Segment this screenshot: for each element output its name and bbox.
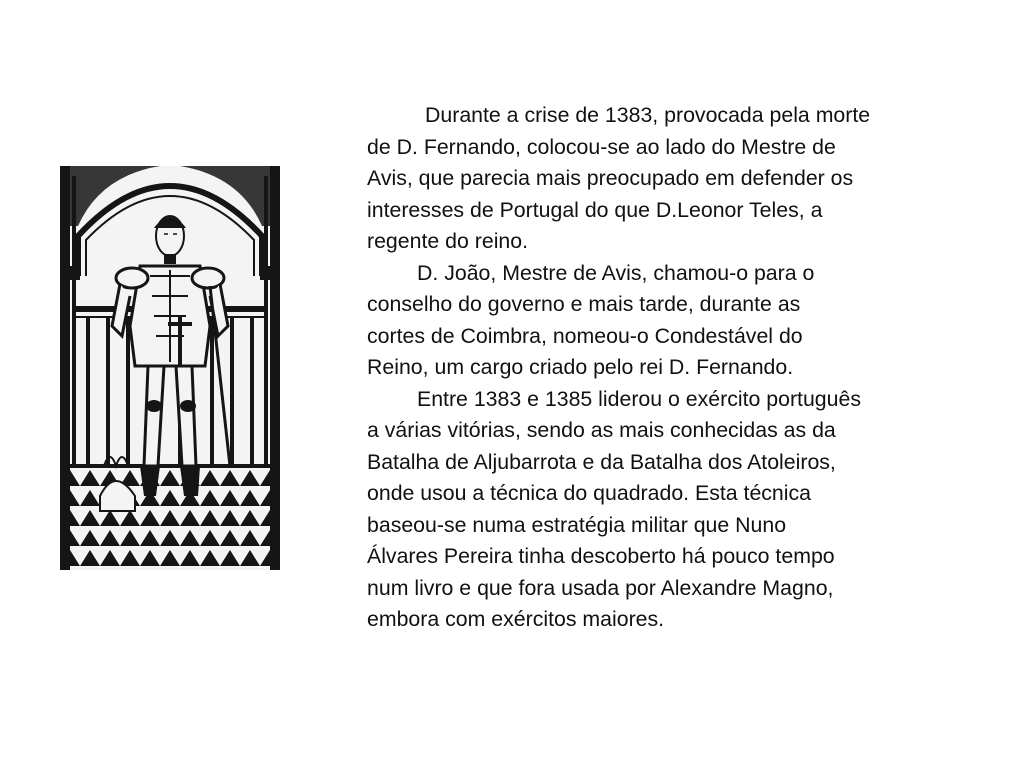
text-line: cortes de Coimbra, nomeou-o Condestável do: [367, 323, 803, 348]
text-line: Durante a crise de 1383, provocada pela morte: [425, 103, 871, 127]
text-line: Batalha de Aljubarrota e da Batalha dos Atoleiros,: [367, 449, 836, 474]
text-line: baseou-se numa estratégia militar que Nuno: [367, 512, 787, 537]
knight-woodcut-illustration: [60, 166, 280, 570]
paragraph-2: [367, 258, 967, 384]
paragraph-3: [367, 384, 967, 636]
text-line: embora com exércitos maiores.: [367, 607, 665, 631]
text-line: regente do reino.: [367, 229, 529, 253]
text-line: D. João, Mestre de Avis, chamou-o para o: [417, 260, 815, 285]
text-line: Entre 1383 e 1385 liderou o exército português: [417, 386, 861, 411]
biography-text: [367, 100, 967, 636]
paragraph-1: [367, 100, 967, 258]
text-line: num livro e que fora usada por Alexandre Magno,: [367, 575, 834, 600]
text-line: a várias vitórias, sendo as mais conhecidas as da: [367, 418, 836, 442]
text-line: conselho do governo e mais tarde, durante as: [367, 292, 801, 316]
text-line: Reino, um cargo criado pelo rei D. Fernando.: [367, 355, 794, 379]
text-line: onde usou a técnica do quadrado. Esta técnica: [367, 481, 812, 505]
text-line: interesses de Portugal do que D.Leonor Teles, a: [367, 197, 823, 222]
text-line: de D. Fernando, colocou-se ao lado do Mestre de: [367, 134, 836, 159]
text-line: Avis, que parecia mais preocupado em defender os: [367, 166, 854, 190]
text-line: Álvares Pereira tinha descoberto há pouco tempo: [367, 544, 835, 568]
